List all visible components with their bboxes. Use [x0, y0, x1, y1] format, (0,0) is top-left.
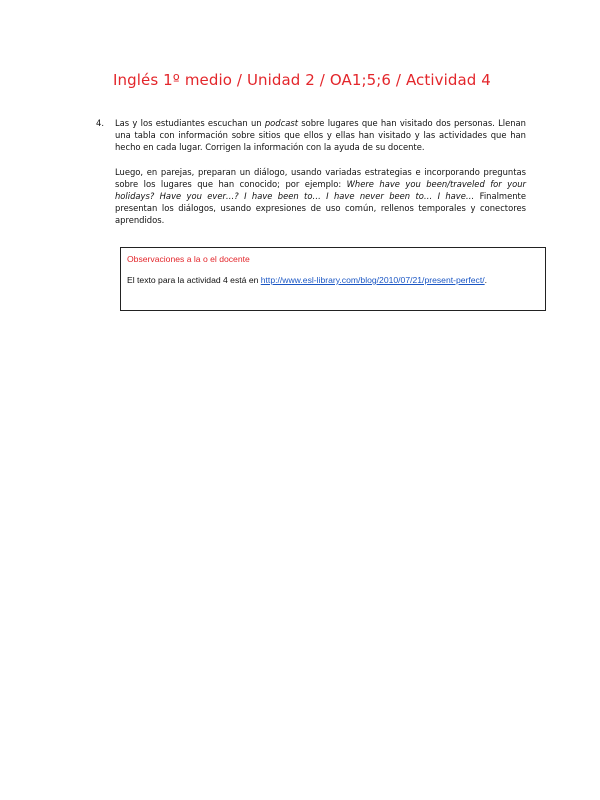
observations-text-prefix: El texto para la actividad 4 está en	[127, 275, 261, 285]
observations-box	[120, 247, 546, 311]
esl-library-link[interactable]: http://www.esl-library.com/blog/2010/07/21/present-perfect/	[260, 275, 485, 285]
paragraph-1-emphasis: podcast	[264, 118, 298, 128]
activity-item	[96, 117, 526, 227]
activity-number: 4.	[96, 118, 104, 128]
paragraph-1-text-b: sobre lugares que han visitado dos personas. Llenan una tabla con información sobre sitios que ellos y ellas han visitado y las actividades que han hecho en cada lugar. Corrigen la información con la ayuda de su docente.	[115, 118, 526, 153]
observations-text-suffix: .	[484, 275, 488, 285]
paragraph-2-text-b: Finalmente presentan los diálogos, usando expresiones de uso común, rellenos temporales y conectores aprendidos.	[115, 191, 526, 226]
observations-title: Observaciones a la o el docente	[127, 254, 250, 264]
paragraph-2-text-a: Luego, en parejas, preparan un diálogo, usando variadas estrategias e incorporando preguntas sobre los lugares que han conocido; por ejemplo:	[115, 166, 526, 189]
paragraph-1-text-a: Las y los estudiantes escuchan un	[115, 118, 265, 128]
paragraph-2-emphasis: Where have you been/traveled for your holidays? Have you ever…? I have been to… I have never been to… I have…	[115, 178, 527, 202]
page-title: Inglés 1º medio / Unidad 2 / OA1;5;6 / Actividad 4	[113, 71, 491, 89]
activity-paragraph-2	[115, 166, 526, 227]
observations-text	[127, 275, 487, 285]
activity-paragraph-1	[115, 117, 526, 154]
